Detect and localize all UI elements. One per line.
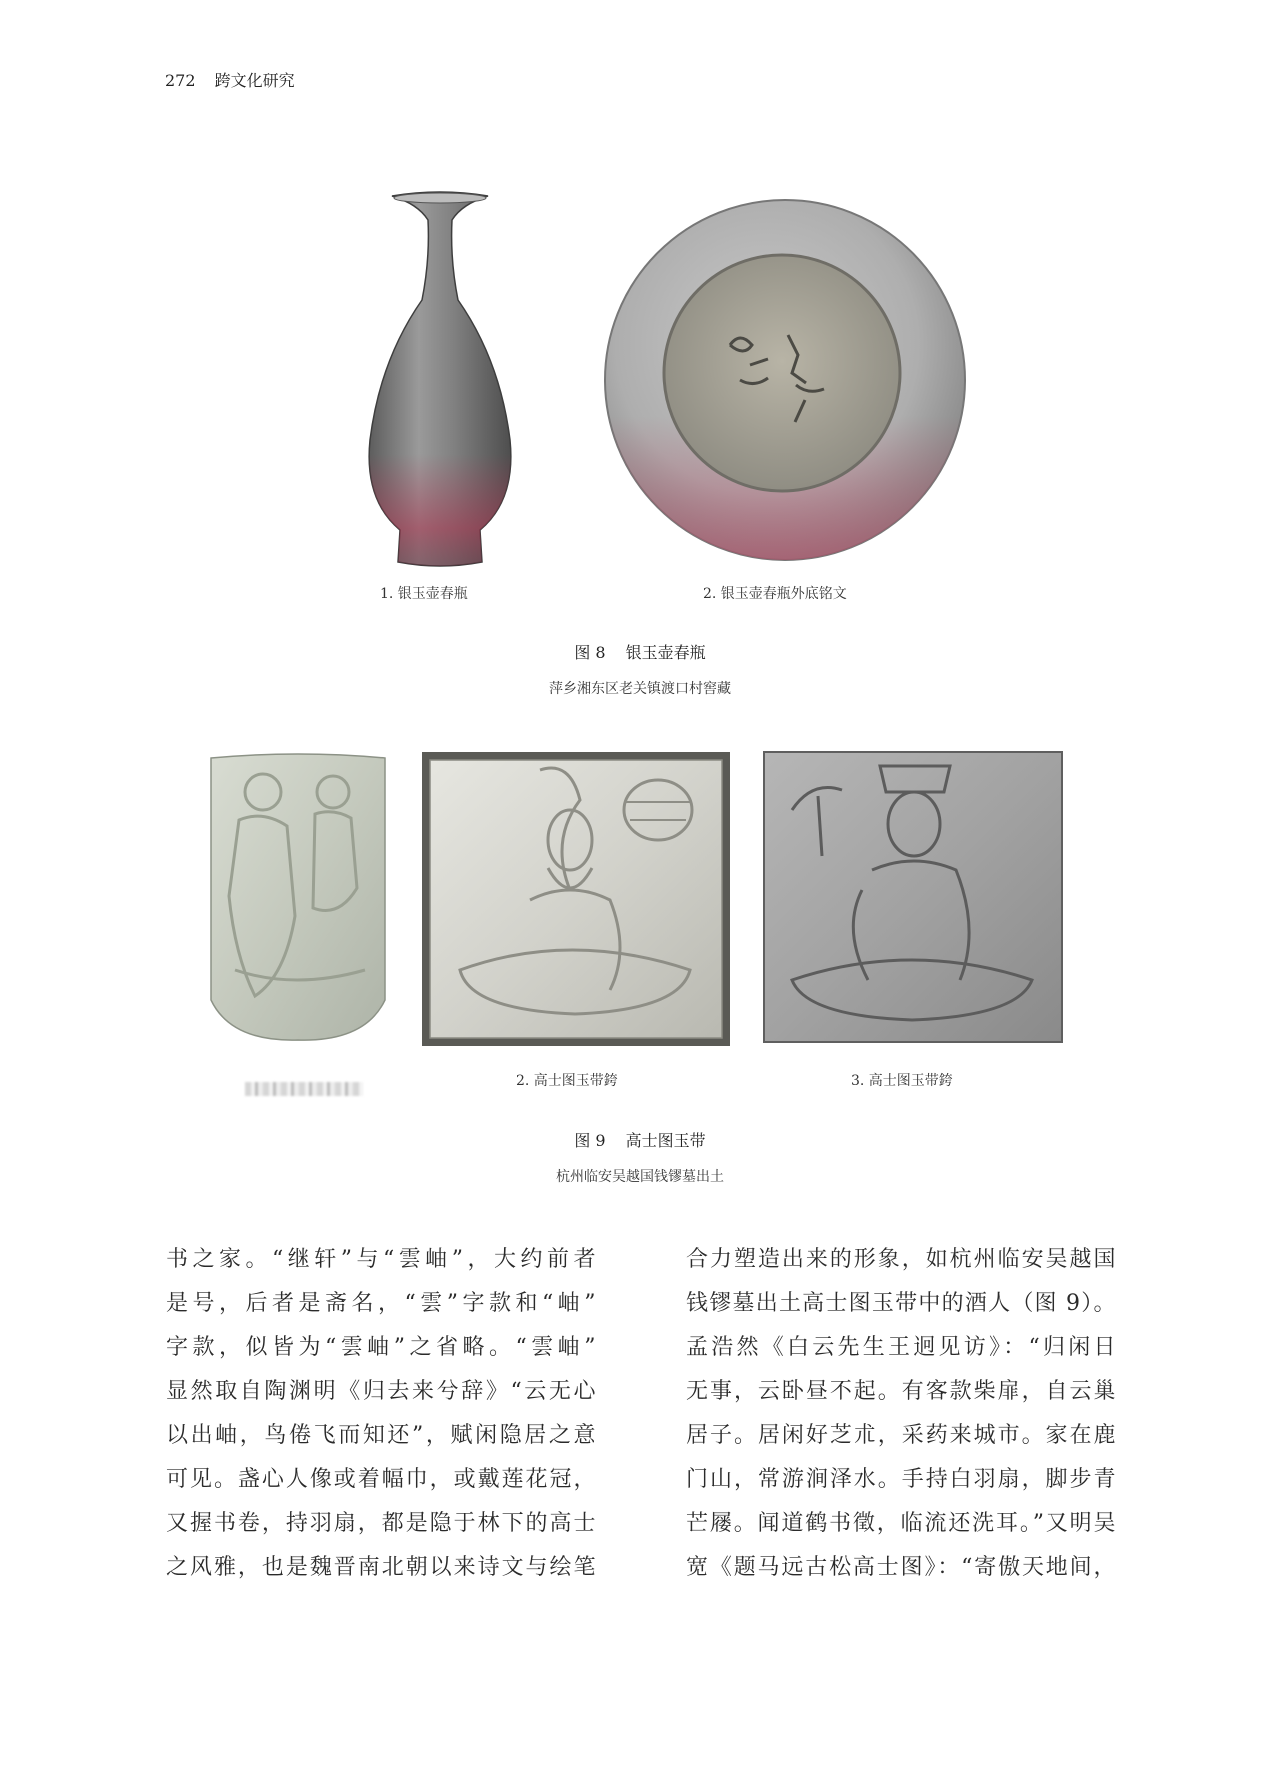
blurred-caption	[245, 1082, 363, 1096]
fig8-sub2: 2. 银玉壶春瓶外底铭文	[703, 586, 847, 602]
text-line: 门山，常游涧泽水。手持白羽扇，脚步青	[686, 1467, 1116, 1492]
fig9-sub2: 2. 高士图玉带銙	[516, 1073, 618, 1089]
fig9-title	[0, 1128, 1280, 1151]
page-number: 272	[165, 71, 196, 90]
text-line: 可见。盏心人像或着幅巾，或戴莲花冠，	[166, 1467, 596, 1492]
running-head	[165, 68, 295, 91]
jade-plaque-3-photo	[762, 750, 1064, 1044]
text-line: 又握书卷，持羽扇，都是隐于林下的高士	[166, 1511, 596, 1536]
fig8-number: 图 8	[574, 643, 606, 662]
text-line: 以出岫，鸟倦飞而知还”，赋闲隐居之意	[166, 1423, 596, 1448]
jade-plaque-2-photo	[420, 750, 732, 1048]
text-line: 之风雅，也是魏晋南北朝以来诗文与绘笔	[166, 1555, 596, 1580]
body-column-right	[686, 1238, 1116, 1590]
fig9-sub3: 3. 高士图玉带銙	[851, 1073, 953, 1089]
fig8-title-text: 银玉壶春瓶	[625, 643, 706, 662]
vase-photo	[340, 190, 540, 570]
text-line: 居子。居闲好芝朮，采药来城市。家在鹿	[686, 1423, 1116, 1448]
text-line: 显然取自陶渊明《归去来兮辞》“云无心	[166, 1379, 596, 1404]
text-line: 书之家。“继轩”与“雲岫”，大约前者	[166, 1247, 596, 1272]
fig9-number: 图 9	[574, 1131, 606, 1150]
jade-plaque-1-photo	[205, 750, 391, 1042]
vase-base-photo	[600, 195, 970, 565]
fig8-source: 萍乡湘东区老关镇渡口村窖藏	[549, 681, 731, 697]
text-line: 无事，云卧昼不起。有客款柴扉，自云巢	[686, 1379, 1116, 1404]
text-line: 孟浩然《白云先生王迥见访》：“归闲日	[686, 1335, 1116, 1360]
fig9-title-text: 高士图玉带	[625, 1131, 706, 1150]
text-line: 宽《题马远古松高士图》：“寄傲天地间，	[686, 1555, 1116, 1580]
text-line: 芒屦。闻道鹤书徵，临流还洗耳。”又明吴	[686, 1511, 1116, 1536]
text-line: 合力塑造出来的形象，如杭州临安吴越国	[686, 1247, 1116, 1272]
fig8-title	[0, 640, 1280, 663]
journal-title: 跨文化研究	[214, 71, 295, 90]
body-column-left	[166, 1238, 596, 1590]
fig8-sub1: 1. 银玉壶春瓶	[380, 586, 468, 602]
text-line: 钱镠墓出土高士图玉带中的酒人（图 9）。	[686, 1291, 1116, 1316]
text-line: 是号，后者是斋名，“雲”字款和“岫”	[166, 1291, 596, 1316]
fig9-source: 杭州临安吴越国钱镠墓出土	[556, 1169, 724, 1185]
text-line: 字款，似皆为“雲岫”之省略。“雲岫”	[166, 1335, 596, 1360]
